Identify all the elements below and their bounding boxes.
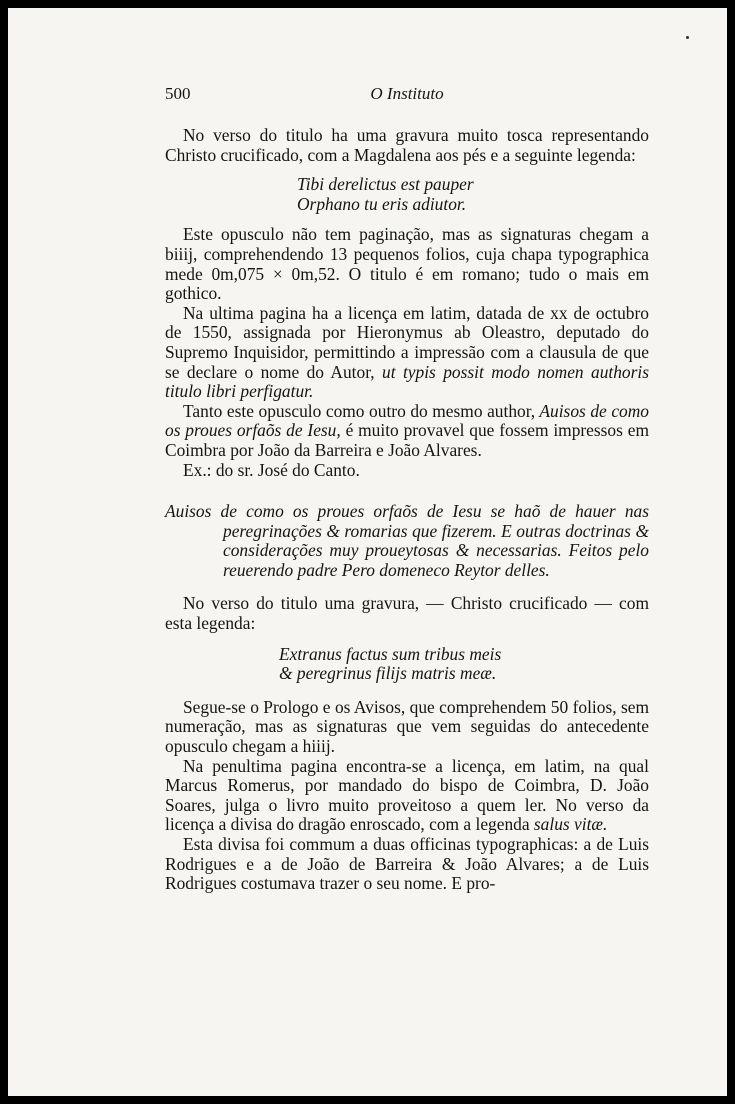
legend-2-line-1: Extranus factus sum tribus meis xyxy=(279,643,502,664)
paragraph-licenca xyxy=(165,304,649,402)
penultima-text: Na penultima pagina encontra-se a licença, em latim, na qual Marcus Romerus, por mandado do bispo de Coimbra, D. João Soares, julga o livro muito proveitoso a quem ler. No verso da licença a divisa do dragão enroscado, com a legenda xyxy=(165,755,649,835)
impressores-text-after: é muito provavel que fossem impressos em Coimbra por João da Barreira e João Alvares. xyxy=(165,420,649,460)
legend-2-line-2: & peregrinus filijs matris meæ. xyxy=(279,663,497,684)
copy-note-label: Ex.: xyxy=(183,459,212,480)
legend-1-line-1: Tibi derelictus est pauper xyxy=(297,174,474,195)
impressores-title: Auisos de como os proues orfaõs de Iesu, xyxy=(165,400,649,441)
paragraph-impressores xyxy=(165,402,649,461)
impressores-text-before: Tanto este opusculo como outro do mesmo author, xyxy=(183,400,536,421)
paragraph-gravura: No verso do titulo ha uma gravura muito tosca representando Christo crucificado, com a Magdalena aos pés e a seguinte legenda: xyxy=(165,125,649,165)
penultima-legend: salus vitæ. xyxy=(529,814,608,835)
running-title: O Instituto xyxy=(370,84,444,103)
copy-note xyxy=(165,461,649,481)
copy-note-text: do sr. José do Canto. xyxy=(211,459,360,480)
paragraph-divisa: Esta divisa foi commum a duas officinas typographicas: a de Luis Rodrigues e a de João de Barreira & João Alvares; a de Luis Rodrigues costumava trazer o seu nome. E pro- xyxy=(165,834,649,894)
page-number: 500 xyxy=(165,84,191,103)
legend-1-line-2: Orphano tu eris adiutor. xyxy=(297,193,467,214)
print-speck xyxy=(686,36,689,39)
book-page xyxy=(8,8,727,1096)
bibliographic-entry-title: Auisos de como os proues orfaõs de Iesu se haõ de hauer nas peregrinações & romarias que fizerem. E outras doctrinas & considerações muy proueytosas & necessarias. Feitos pelo reuerendo padre Pero domeneco Reytor delles. xyxy=(165,501,649,580)
paragraph-paginacao: Este opusculo não tem paginação, mas as signaturas chegam a biiij, comprehendendo 13 pequenos folios, cuja chapa typographica mede 0m,075 × 0m,52. O titulo é em romano; tudo o mais em gothico. xyxy=(165,224,649,304)
running-head xyxy=(165,84,649,106)
legend-2 xyxy=(279,645,649,684)
legend-1 xyxy=(297,175,649,214)
licenca-quote: ut typis possit modo nomen authoris titulo libri perfigatur. xyxy=(165,361,649,402)
licenca-text: Na ultima pagina ha a licença em latim, datada de xx de octubro de 1550, assignada por Hieronymus ab Oleastro, deputado do Supremo Inquisidor, permittindo a impressão com a clausula de que se declare o nome do Autor, xyxy=(165,302,649,382)
text-block xyxy=(165,84,649,894)
paragraph-gravura-2: No verso do titulo uma gravura, — Christo crucificado — com esta legenda: xyxy=(165,593,649,634)
paragraph-prologo: Segue-se o Prologo e os Avisos, que comprehendem 50 folios, sem numeração, mas as signaturas que vem seguidas do antecedente opusculo chegam a hiiij. xyxy=(165,696,649,757)
paragraph-penultima xyxy=(165,757,649,835)
